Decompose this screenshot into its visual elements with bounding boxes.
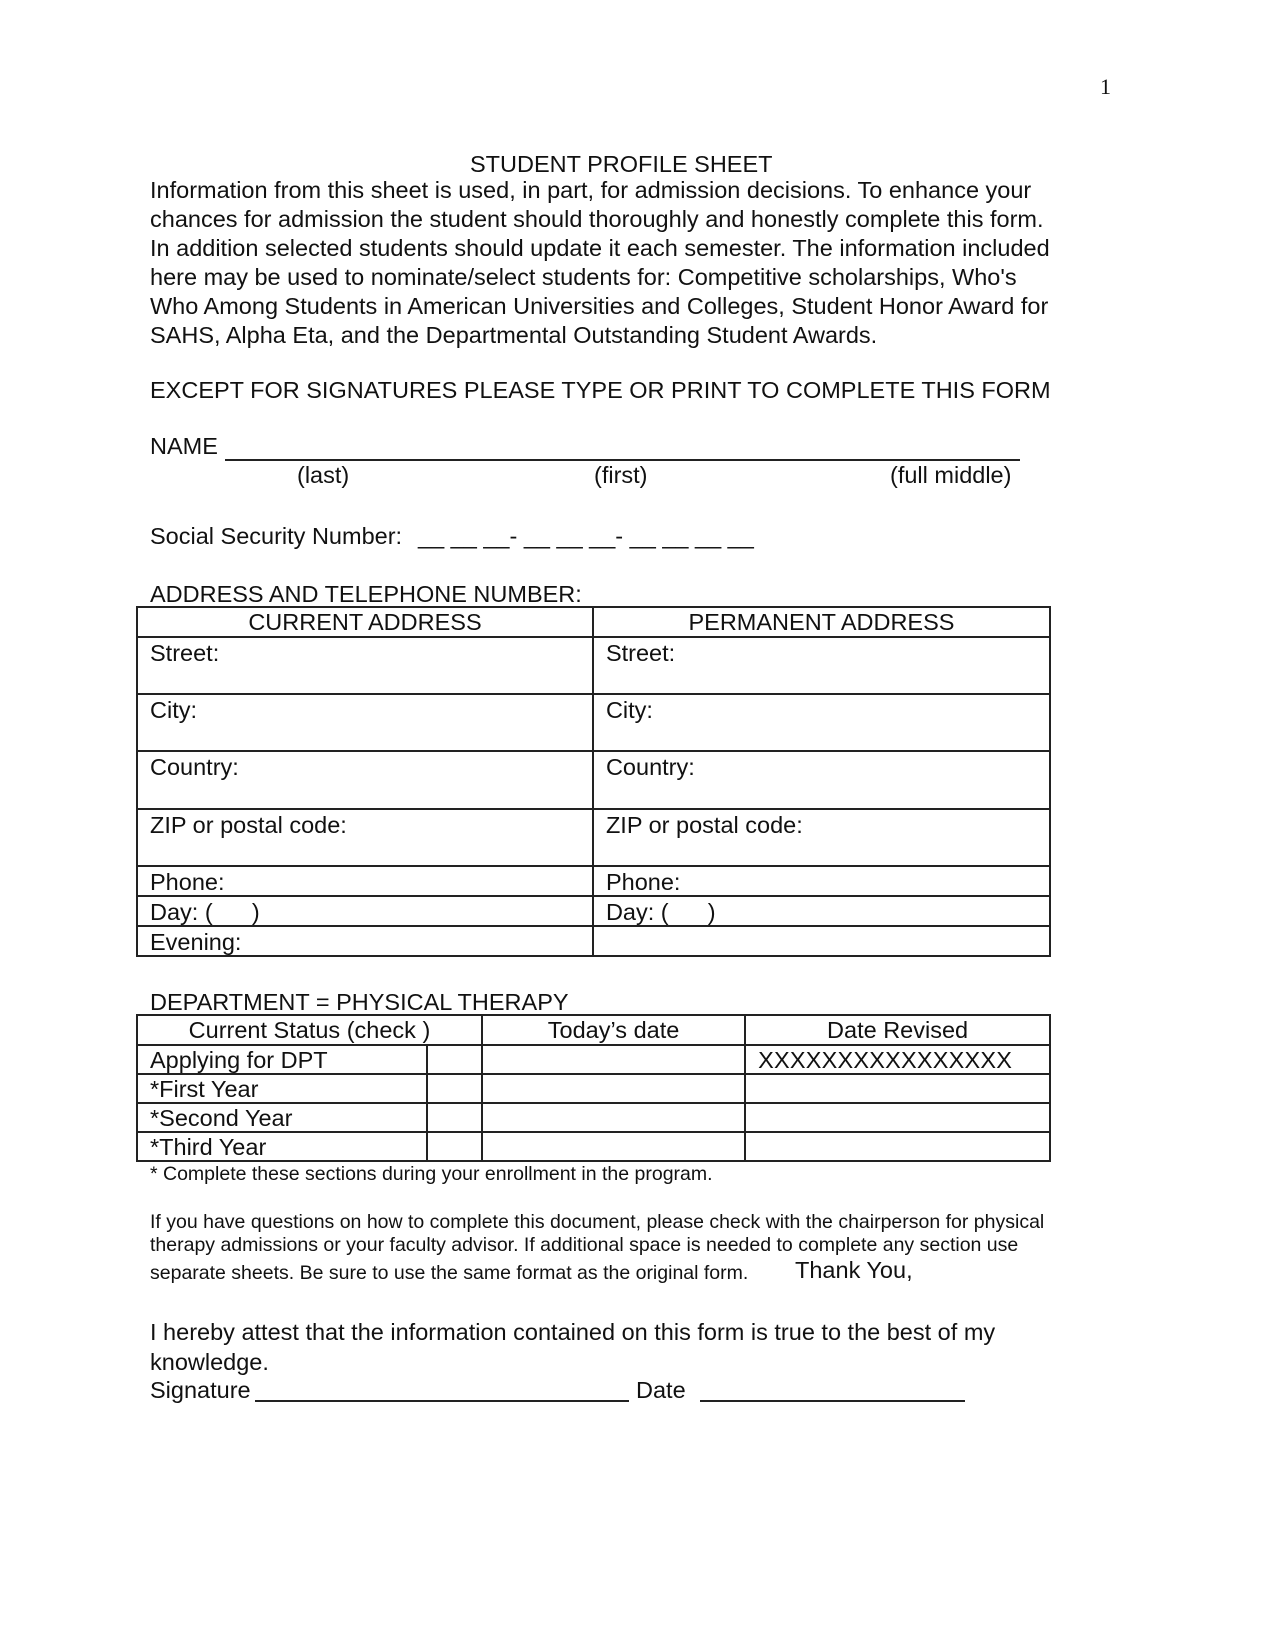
current-city-field[interactable]: City:	[137, 694, 593, 751]
permanent-city-field[interactable]: City:	[593, 694, 1050, 751]
permanent-street-field[interactable]: Street:	[593, 637, 1050, 694]
intro-line: here may be used to nominate/select students for: Competitive scholarships, Who's	[150, 264, 1017, 290]
name-sub-first: (first)	[594, 462, 648, 488]
intro-line: chances for admission the student should thoroughly and honestly complete this form.	[150, 206, 1044, 232]
intro-line: SAHS, Alpha Eta, and the Departmental Outstanding Student Awards.	[150, 322, 878, 348]
address-table	[136, 606, 1051, 957]
col-current-status: Current Status (check )	[137, 1015, 482, 1045]
col-todays-date: Today’s date	[482, 1015, 745, 1045]
page-number: 1	[1100, 74, 1111, 99]
permanent-day-phone-field[interactable]: Day: ( )	[593, 896, 1050, 926]
date-label: Date	[636, 1377, 686, 1403]
permanent-evening-phone-field[interactable]	[593, 926, 1050, 956]
status-checkbox[interactable]	[427, 1132, 482, 1161]
col-permanent-address: PERMANENT ADDRESS	[593, 607, 1050, 637]
name-sub-middle: (full middle)	[890, 462, 1012, 488]
date-revised-field[interactable]	[745, 1103, 1050, 1132]
todays-date-field[interactable]	[482, 1045, 745, 1074]
intro-line: Information from this sheet is used, in part, for admission decisions. To enhance your	[150, 177, 1032, 203]
signature-line[interactable]	[255, 1400, 629, 1402]
status-footnote: * Complete these sections during your enrollment in the program.	[150, 1163, 713, 1185]
intro-line: Who Among Students in American Universities and Colleges, Student Honor Award for	[150, 293, 1049, 319]
status-row-label: *Third Year	[137, 1132, 427, 1161]
instruction-text: EXCEPT FOR SIGNATURES PLEASE TYPE OR PRINT TO COMPLETE THIS FORM	[150, 377, 1051, 403]
questions-line: If you have questions on how to complete this document, please check with the chairperson for physical	[150, 1211, 1045, 1233]
status-checkbox[interactable]	[427, 1045, 482, 1074]
ssn-label: Social Security Number:	[150, 523, 403, 549]
date-revised-field[interactable]	[745, 1074, 1050, 1103]
thank-you-text: Thank You,	[795, 1257, 913, 1283]
status-checkbox[interactable]	[427, 1103, 482, 1132]
ssn-blanks[interactable]: __ __ __- __ __ __- __ __ __ __	[418, 523, 754, 549]
name-sub-last: (last)	[297, 462, 350, 488]
attest-line: knowledge.	[150, 1349, 269, 1375]
permanent-phone-label: Phone:	[593, 866, 1050, 896]
permanent-zip-field[interactable]: ZIP or postal code:	[593, 809, 1050, 866]
status-row-label: *First Year	[137, 1074, 427, 1103]
date-revised-blocked: XXXXXXXXXXXXXXXX	[745, 1045, 1050, 1074]
current-evening-phone-field[interactable]: Evening:	[137, 926, 593, 956]
col-current-address: CURRENT ADDRESS	[137, 607, 593, 637]
col-date-revised: Date Revised	[745, 1015, 1050, 1045]
current-country-field[interactable]: Country:	[137, 751, 593, 809]
current-street-field[interactable]: Street:	[137, 637, 593, 694]
questions-line: therapy admissions or your faculty advisor. If additional space is needed to complete any section use	[150, 1234, 1019, 1256]
todays-date-field[interactable]	[482, 1103, 745, 1132]
permanent-country-field[interactable]: Country:	[593, 751, 1050, 809]
status-table	[136, 1014, 1051, 1162]
address-heading: ADDRESS AND TELEPHONE NUMBER:	[150, 581, 582, 607]
date-revised-field[interactable]	[745, 1132, 1050, 1161]
current-phone-label: Phone:	[137, 866, 593, 896]
intro-line: In addition selected students should update it each semester. The information included	[150, 235, 1050, 261]
page-title: STUDENT PROFILE SHEET	[470, 151, 773, 177]
todays-date-field[interactable]	[482, 1132, 745, 1161]
status-row-label: *Second Year	[137, 1103, 427, 1132]
signature-label: Signature	[150, 1377, 251, 1403]
department-heading: DEPARTMENT = PHYSICAL THERAPY	[150, 989, 569, 1015]
current-day-phone-field[interactable]: Day: ( )	[137, 896, 593, 926]
status-checkbox[interactable]	[427, 1074, 482, 1103]
name-label: NAME	[150, 433, 218, 459]
date-line[interactable]	[700, 1400, 965, 1402]
questions-line: separate sheets. Be sure to use the same format as the original form.	[150, 1262, 749, 1284]
todays-date-field[interactable]	[482, 1074, 745, 1103]
attest-line: I hereby attest that the information contained on this form is true to the best of my	[150, 1319, 996, 1345]
current-zip-field[interactable]: ZIP or postal code:	[137, 809, 593, 866]
status-row-label: Applying for DPT	[137, 1045, 427, 1074]
intro-paragraph	[150, 176, 1110, 350]
